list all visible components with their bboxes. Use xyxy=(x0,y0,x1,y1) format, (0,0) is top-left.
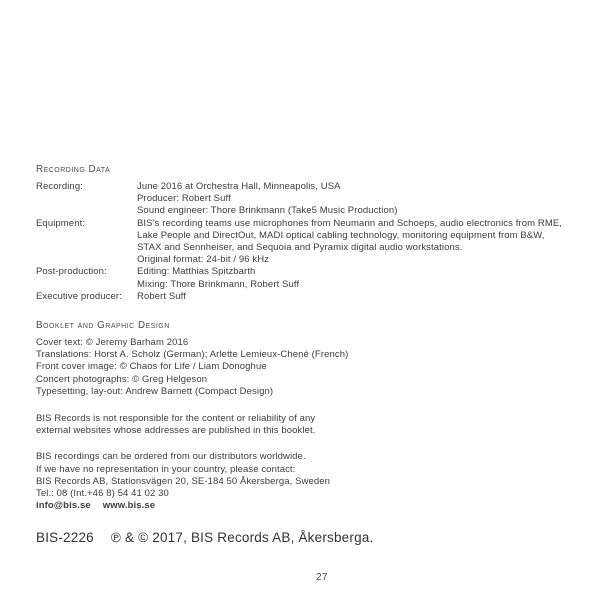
credit-line: June 2016 at Orchestra Hall, Minneapolis, USA xyxy=(137,181,341,192)
credit-line: Lake People and DirectOut, MADI optical cabling technology, monitoring equipment from B&W, xyxy=(137,229,545,241)
catalog-copyright-line xyxy=(36,529,580,547)
contact-line xyxy=(36,500,580,512)
credit-label: Executive producer: xyxy=(36,290,122,302)
credit-line: Translations: Horst A. Scholz (German); Arlette Lemieux-Chené (French) xyxy=(36,349,349,361)
contact-email: info@bis.se xyxy=(36,500,91,512)
credit-line: Mixing: Thore Brinkmann, Robert Suff xyxy=(137,278,300,290)
booklet-design-section xyxy=(36,320,580,398)
credit-line: Sound engineer: Thore Brinkmann (Take5 Music Production) xyxy=(137,205,398,217)
table-row xyxy=(36,181,580,218)
credit-line: Typesetting, lay-out: Andrew Barnett (Compact Design) xyxy=(36,385,274,397)
ordering-line: BIS Records AB, Stationsvägen 20, SE-184 50 Åkersberga, Sweden xyxy=(36,475,331,487)
page-number: 27 xyxy=(316,572,329,583)
credit-label: Equipment: xyxy=(36,217,86,229)
disclaimer-line: external websites whose addresses are published in this booklet. xyxy=(36,425,316,437)
disclaimer-line: BIS Records is not responsible for the content or reliability of any xyxy=(36,413,316,425)
recording-data-heading: Recording Data xyxy=(36,164,111,175)
credit-line: STAX and Sennheiser, and Sequoia and Pyramix digital audio workstations. xyxy=(137,242,463,254)
ordering-line: BIS recordings can be ordered from our distributors worldwide. xyxy=(36,451,306,463)
credit-value xyxy=(137,218,580,267)
booklet-design-heading: Booklet and Graphic Design xyxy=(36,320,170,332)
table-row xyxy=(36,218,580,267)
credit-value xyxy=(137,291,580,303)
credit-line: Robert Suff xyxy=(137,290,186,302)
booklet-design-credits xyxy=(36,337,580,398)
table-row xyxy=(36,266,580,290)
website-disclaimer xyxy=(36,413,580,437)
credit-value xyxy=(137,181,580,218)
credit-line: Concert photographs: © Greg Helgeson xyxy=(36,373,208,385)
credit-line: Cover text: © Jeremy Barham 2016 xyxy=(36,337,189,349)
credit-value xyxy=(137,266,580,290)
credit-line: BIS’s recording teams use microphones from Neumann and Schoeps, audio electronics from RME, xyxy=(137,217,563,229)
catalog-number: BIS-2226 xyxy=(36,530,94,546)
credit-line: Producer: Robert Suff xyxy=(137,193,231,205)
ordering-info xyxy=(36,451,580,512)
recording-data-table xyxy=(36,181,580,303)
ordering-line: Tel.: 08 (Int.+46 8) 54 41 02 30 xyxy=(36,488,169,500)
ordering-line: If we have no representation in your country, please contact: xyxy=(36,463,296,475)
copyright-notice: ℗ & © 2017, BIS Records AB, Åkersberga. xyxy=(110,530,374,546)
credit-label: Recording: xyxy=(36,181,83,192)
contact-website: www.bis.se xyxy=(102,500,156,512)
credit-line: Front cover image: © Chaos for Life / Liam Donoghue xyxy=(36,361,267,373)
credit-label: Post-production: xyxy=(36,266,107,278)
page-content xyxy=(36,164,580,547)
credit-line: Original format: 24-bit / 96 kHz xyxy=(137,254,270,266)
credit-line: Editing: Matthias Spitzbarth xyxy=(137,266,256,278)
table-row xyxy=(36,291,580,303)
